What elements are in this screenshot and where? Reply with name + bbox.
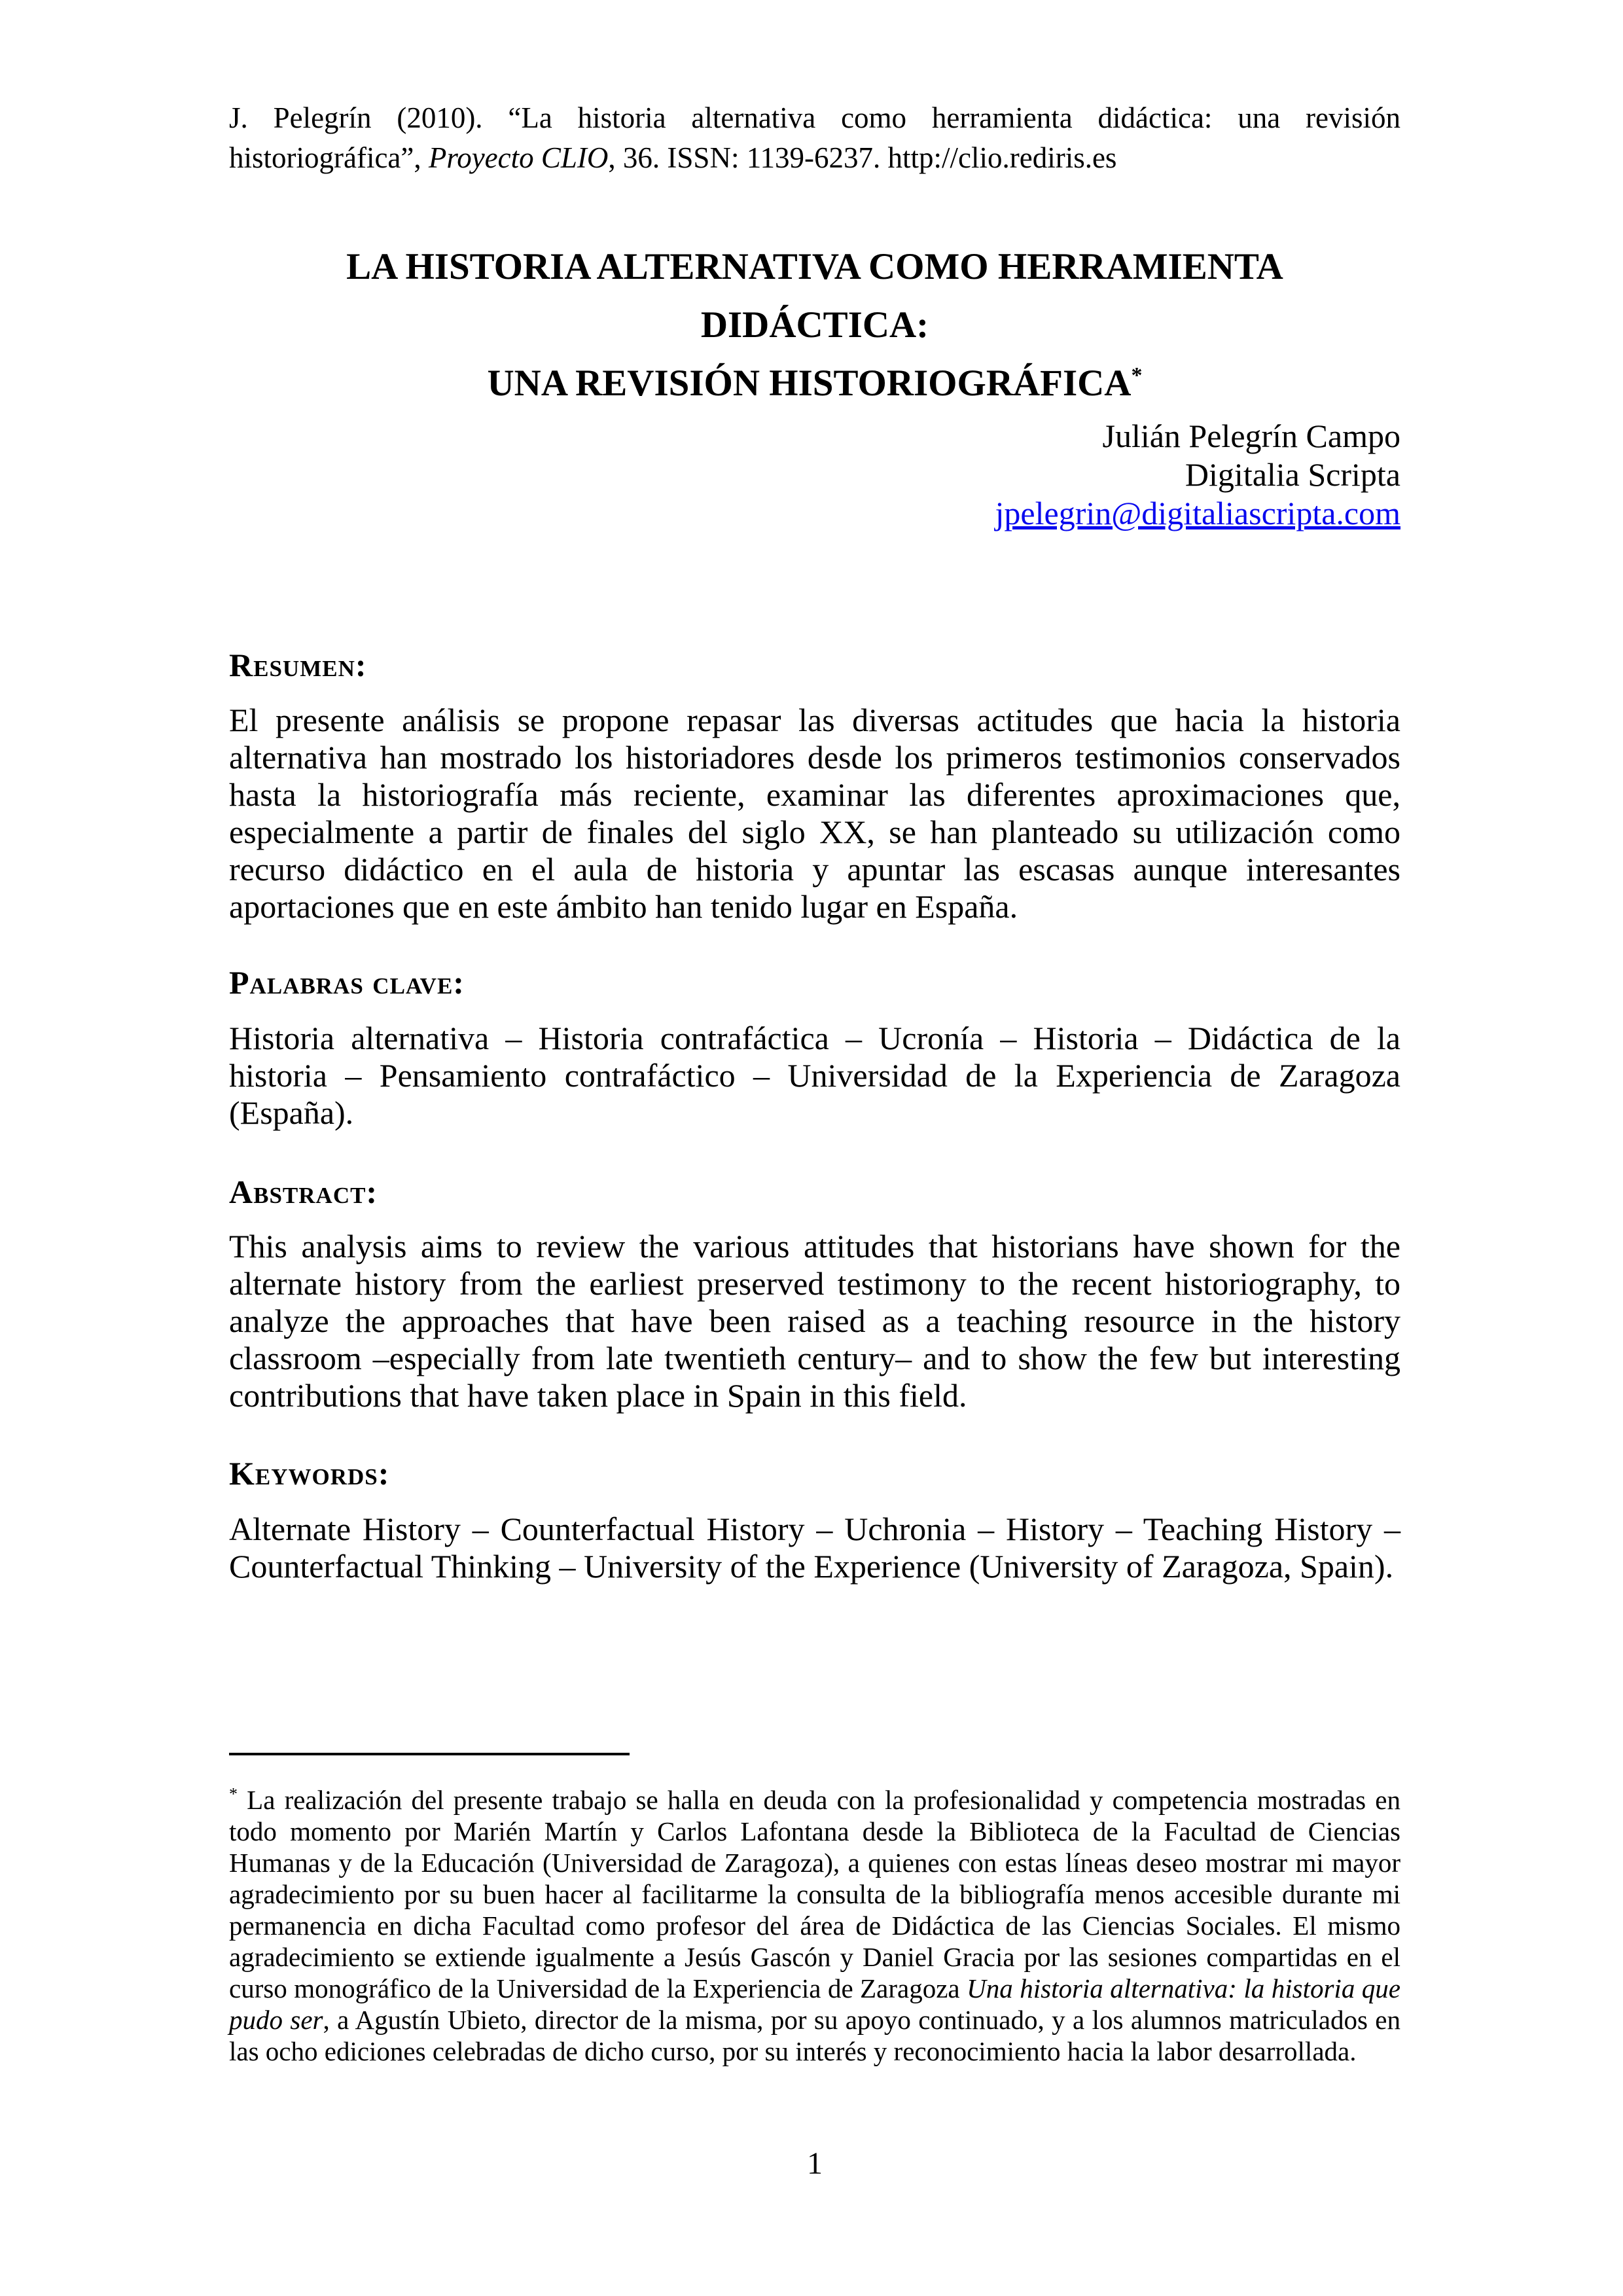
paper-title-line1: LA HISTORIA ALTERNATIVA COMO HERRAMIENTA DIDÁCTICA:	[346, 246, 1283, 346]
footnote-text-start: La realización del presente trabajo se halla en deuda con la profesionalidad y competencia mostradas en todo momento por Marién Martín y Carlos Lafontana desde la Biblioteca de la Facultad de Ciencias Humanas y de la Educación (Universidad de Zaragoza), a quienes con estas líneas deseo mostrar mi mayor agradecimiento por su buen hacer al facilitarme la consulta de la bibliografía menos accesible durante mi permanencia en dicha Facultad como profesor del área de Didáctica de las Ciencias Sociales. El mismo agradecimiento se extiende igualmente a Jesús Gascón y Daniel Gracia por las sesiones compartidas en el curso monográfico de la Universidad de la Experiencia de Zaragoza	[229, 1785, 1400, 2003]
palabras-clave-heading: Palabras clave:	[229, 964, 465, 1001]
paper-title-line2-text: UNA REVISIÓN HISTORIOGRÁFICA	[487, 363, 1132, 404]
footnote-separator-rule	[229, 1753, 630, 1755]
citation-text-start: J. Pelegrín (2010). “La historia alternativa como herramienta didáctica: una revisión historiográfica”,	[229, 101, 1400, 174]
author-block	[229, 417, 1400, 533]
author-affiliation: Digitalia Scripta	[1185, 456, 1400, 493]
resumen-heading: Resumen:	[229, 647, 367, 683]
title-footnote-asterisk: *	[1131, 363, 1143, 387]
page-number: 1	[807, 2146, 823, 2181]
citation-header	[229, 98, 1400, 178]
author-name: Julián Pelegrín Campo	[1102, 418, 1400, 454]
footnote-asterisk-marker: *	[229, 1784, 238, 1804]
abstract-paragraph: This analysis aims to review the various attitudes that historians have shown for the alternate history from the earliest preserved testimony to the recent historiography, to analyze the approaches that have been raised as a teaching resource in the history classroom –especially from late twentieth century– and to show the few but interesting contributions that have taken place in Spain in this field.	[229, 1228, 1400, 1414]
paper-title	[229, 238, 1400, 412]
footnote-text-end: , a Agustín Ubieto, director de la misma, por su apoyo continuado, y a los alumnos matriculados en las ocho ediciones celebradas de dicho curso, por su interés y reconocimiento hacia la labor desarrollada.	[229, 2005, 1400, 2066]
abstract-heading: Abstract:	[229, 1174, 378, 1210]
author-email-link[interactable]: jpelegrin@digitaliascripta.com	[995, 495, 1400, 531]
footnote-text	[229, 1784, 1400, 2067]
resumen-paragraph: El presente análisis se propone repasar las diversas actitudes que hacia la historia alternativa han mostrado los historiadores desde los primeros testimonios conservados hasta la historiografía más reciente, examinar las diferentes aproximaciones que, especialmente a partir de finales del siglo XX, se han planteado su utilización como recurso didáctico en el aula de historia y apuntar las escasas aunque interesantes aportaciones que en este ámbito han tenido lugar en España.	[229, 702, 1400, 925]
citation-journal-name: Proyecto CLIO	[428, 141, 609, 174]
author-email-row	[229, 494, 1400, 533]
palabras-clave-paragraph: Historia alternativa – Historia contrafáctica – Ucronía – Historia – Didáctica de la historia – Pensamiento contrafáctico – Universidad de la Experiencia de Zaragoza (España).	[229, 1020, 1400, 1131]
keywords-paragraph: Alternate History – Counterfactual History – Uchronia – History – Teaching History – Counterfactual Thinking – University of the Experience (University of Zaragoza, Spain).	[229, 1511, 1400, 1585]
keywords-heading: Keywords:	[229, 1455, 390, 1492]
citation-text-end: , 36. ISSN: 1139-6237. http://clio.rediris.es	[608, 141, 1117, 174]
paper-title-line2	[229, 354, 1400, 412]
footnote-course-title-italic: Una historia alternativa: la historia que pudo ser	[229, 1973, 1401, 2035]
